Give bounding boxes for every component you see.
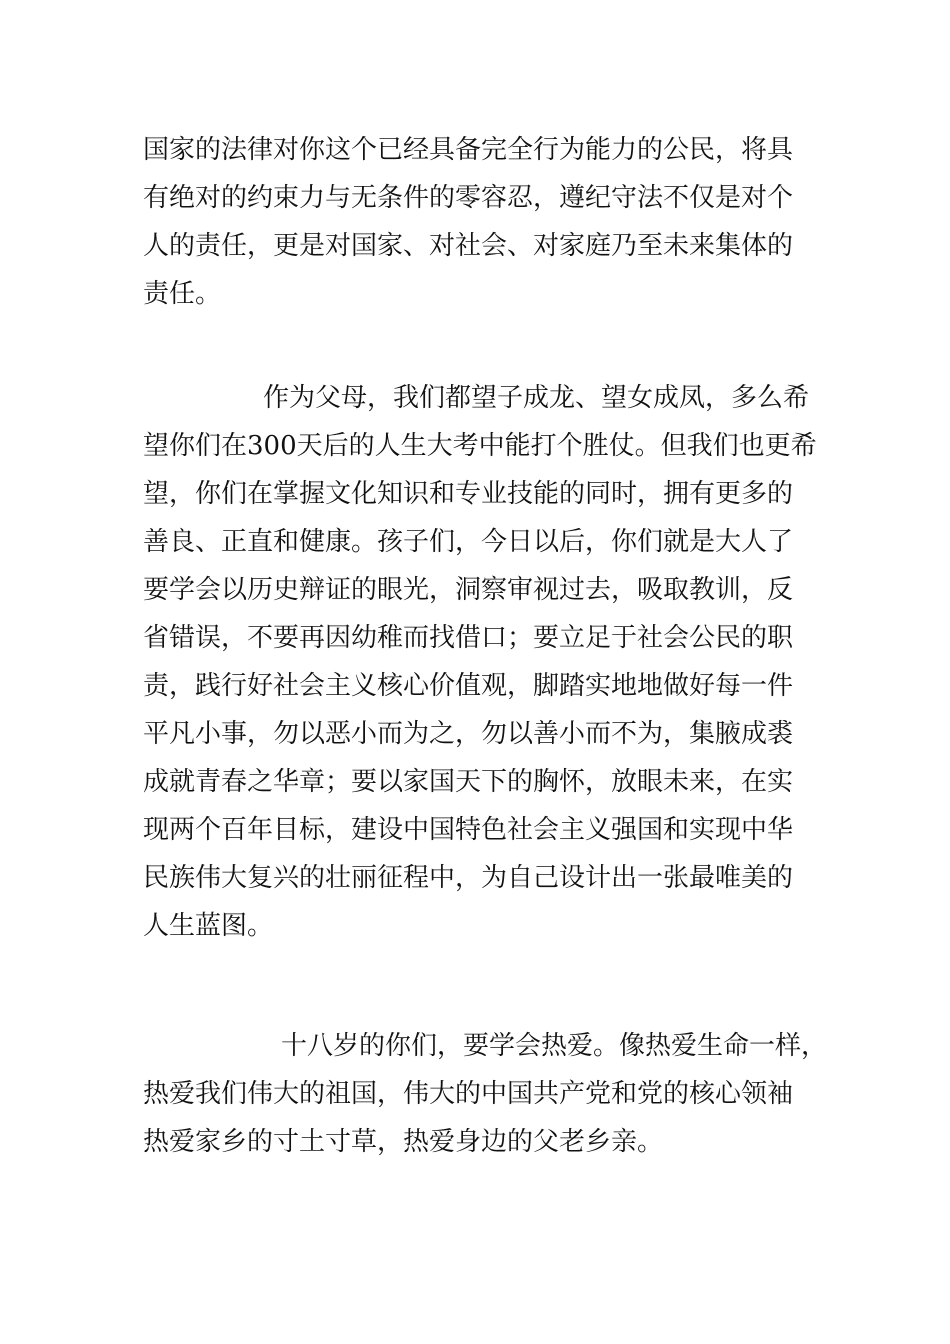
text-line: 热爱我们伟大的祖国，伟大的中国共产党和党的核心领袖 <box>143 1079 794 1109</box>
text-line: 热爱家乡的寸土寸草，热爱身边的父老乡亲。 <box>143 1127 664 1157</box>
text-line: 要学会以历史辩证的眼光，洞察审视过去，吸取教训，反 <box>143 575 794 605</box>
text-line: 责，践行好社会主义核心价值观，脚踏实地地做好每一件 <box>143 671 794 701</box>
text-line: 望，你们在掌握文化知识和专业技能的同时，拥有更多的 <box>143 479 794 509</box>
text-line: 责任。 <box>143 279 222 309</box>
text-line: 人的责任，更是对国家、对社会、对家庭乃至未来集体的 <box>143 231 794 261</box>
text-line: 现两个百年目标，建设中国特色社会主义强国和实现中华 <box>143 815 794 845</box>
text-line-indented: 十八岁的你们，要学会热爱。像热爱生命一样， <box>281 1031 828 1061</box>
text-line: 成就青春之华章；要以家国天下的胸怀，放眼未来，在实 <box>143 767 794 797</box>
text-line: 国家的法律对你这个已经具备完全行为能力的公民，将具 <box>143 135 794 165</box>
text-line: 省错误，不要再因幼稚而找借口；要立足于社会公民的职 <box>143 623 794 653</box>
text-line: 民族伟大复兴的壮丽征程中，为自己设计出一张最唯美的 <box>143 863 794 893</box>
text-line: 望你们在300天后的人生大考中能打个胜仗。但我们也更希 <box>143 431 817 461</box>
paragraph-1 <box>143 126 823 318</box>
text-line: 善良、正直和健康。孩子们，今日以后，你们就是大人了 <box>143 527 794 557</box>
paragraph-3 <box>143 1022 828 1166</box>
text-line: 人生蓝图。 <box>143 911 274 941</box>
paragraph-2 <box>143 374 823 950</box>
text-line: 平凡小事，勿以恶小而为之，勿以善小而不为，集腋成裘 <box>143 719 794 749</box>
text-line: 有绝对的约束力与无条件的零容忍，遵纪守法不仅是对个 <box>143 183 794 213</box>
text-line-indented: 作为父母，我们都望子成龙、望女成凤，多么希 <box>263 383 810 413</box>
